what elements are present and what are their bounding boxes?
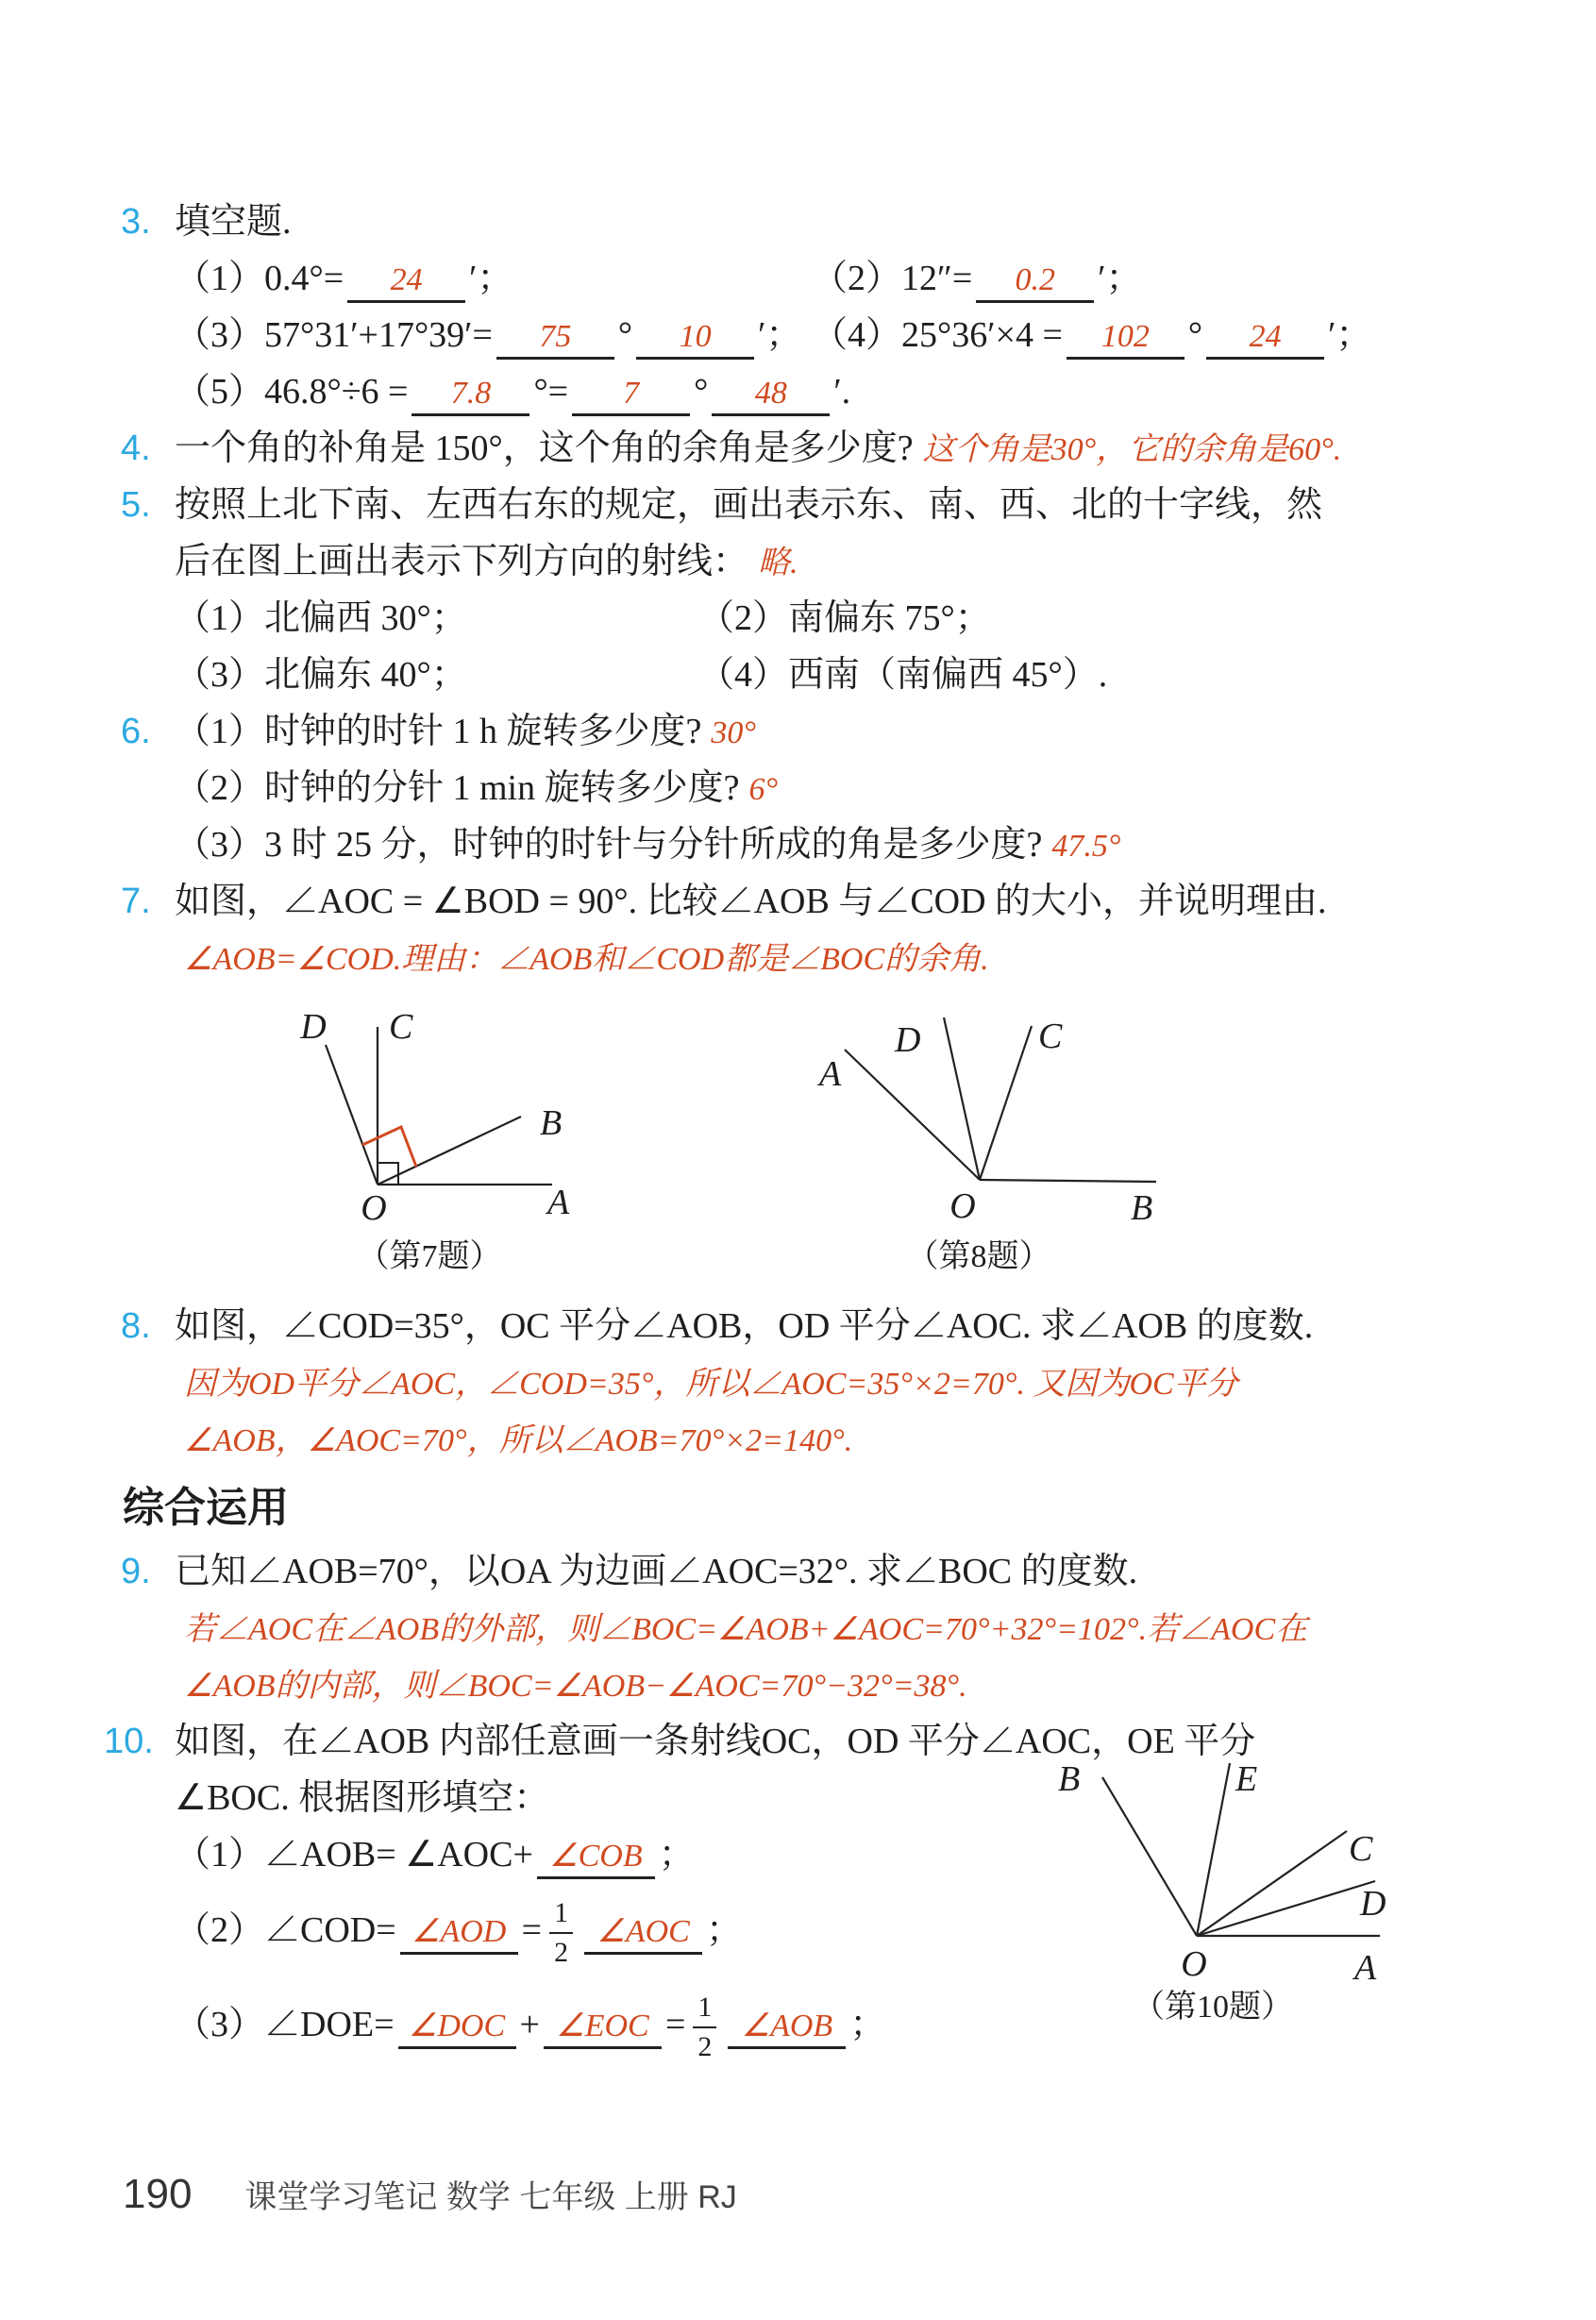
ray-OA (845, 1050, 980, 1180)
handwritten-answer: 因为OD平分∠AOC，∠COD=35°，所以∠AOC=35°×2=70°. 又因为OC平分 (184, 1367, 1238, 1402)
handwritten-answer: 若∠AOC在∠AOB的外部，则∠BOC=∠AOB+∠AOC=70°+32°=102°.若∠AOC在 (184, 1612, 1308, 1647)
fill-in-blank (1067, 315, 1184, 360)
question-number: 10. (104, 1722, 154, 1761)
question-number: 4. (121, 429, 151, 468)
handwritten-answer: 略. (758, 546, 798, 580)
content-line (0, 420, 1596, 477)
content-line (0, 193, 1596, 250)
fill-in-blank (398, 2005, 516, 2049)
vertex-label-C: C (389, 1007, 413, 1047)
footer-text: 课堂学习笔记 数学 七年级 上册 RJ (244, 2179, 737, 2215)
text-run: （3）∠DOE= (175, 2005, 395, 2044)
handwritten-answer: ∠AOB，∠AOC=70°，所以∠AOB=70°×2=140°. (184, 1423, 853, 1458)
ray-OD (326, 1045, 378, 1185)
line-text (175, 477, 1322, 533)
line-text (175, 590, 467, 647)
text-run: 后在图上画出表示下列方向的射线： (175, 542, 749, 581)
line-text (175, 1656, 967, 1715)
vertex-label-O: O (1181, 1944, 1207, 1984)
figure-q10 (1024, 1741, 1439, 2028)
text-run: = (521, 1910, 543, 1950)
ray-OD (1197, 1881, 1375, 1936)
text-run: ′； (1328, 315, 1372, 355)
vertex-label-B: B (1058, 1759, 1081, 1799)
content-line (0, 1600, 1596, 1656)
right-angle-mark-AOC (378, 1163, 398, 1185)
handwritten-answer: ∠AOB (741, 2009, 833, 2043)
handwritten-answer: 6° (748, 772, 779, 807)
handwritten-answer: ∠AOB=∠COD.理由：∠AOB和∠COD都是∠BOC的余角. (184, 942, 989, 977)
fill-in-blank (537, 1835, 655, 1879)
line-text (175, 1883, 742, 1977)
ray-OE (1197, 1763, 1230, 1936)
text-run: （5）46.8°÷6 = (175, 372, 409, 412)
fill-in-blank (1206, 315, 1324, 360)
question-number: 5. (121, 485, 151, 525)
fill-in-blank (728, 2005, 846, 2049)
text-run: ° (1187, 315, 1203, 355)
vertex-label-C: C (1349, 1829, 1373, 1869)
ray-OD (944, 1017, 980, 1180)
line-text (175, 703, 756, 762)
handwritten-answer: 0.2 (1015, 262, 1056, 297)
figure-q10-drawing (1024, 1741, 1439, 1987)
vertex-label-A: A (547, 1183, 570, 1222)
text-run: 按照上北下南、左西右东的规定，画出表示东、南、西、北的十字线，然 (175, 485, 1323, 525)
vertex-label-A: A (819, 1054, 842, 1094)
line-text (175, 1600, 1307, 1658)
fill-in-blank (712, 372, 830, 416)
text-run: 已知∠AOB=70°，以OA 为边画∠AOC=32°. 求∠BOC 的度数. (175, 1552, 1138, 1591)
figure-q8-caption: （第8题） (906, 1239, 1051, 1274)
line-text (175, 1354, 1238, 1413)
handwritten-answer: 这个角是30°，它的余角是60°. (922, 432, 1342, 467)
line-text (175, 647, 467, 703)
line-text (175, 1411, 852, 1470)
line-text-col2 (812, 250, 1142, 307)
line-text (175, 1977, 885, 2072)
handwritten-answer: 30° (711, 715, 756, 750)
content-line (0, 1543, 1596, 1600)
question-number: 7. (121, 882, 151, 921)
text-run: （1）∠AOB= ∠AOC+ (175, 1835, 533, 1874)
handwritten-answer: 24 (390, 262, 423, 297)
figure-q7-caption: （第7题） (357, 1239, 502, 1274)
fill-in-blank (544, 2005, 662, 2049)
fill-in-blank (572, 372, 690, 416)
vertex-label-O: O (361, 1188, 387, 1228)
fill-in-blank (584, 1910, 702, 1955)
vertex-label-A: A (1354, 1948, 1377, 1987)
fraction-numerator: 1 (693, 1993, 716, 2028)
fill-in-blank (347, 259, 465, 303)
line-text (175, 1298, 1313, 1354)
line-text (175, 363, 850, 420)
content-line (0, 873, 1596, 930)
text-run: 填空题. (175, 202, 292, 242)
page-number: 190 (123, 2171, 193, 2217)
content-line (0, 647, 1596, 703)
text-run: 综合运用 (123, 1485, 289, 1531)
ray-OB (1102, 1777, 1197, 1936)
content-line (0, 1656, 1596, 1713)
vertex-label-C: C (1038, 1017, 1063, 1056)
text-run: （3）3 时 25 分，时钟的时针与分针所成的角是多少度? (175, 825, 1043, 865)
vertex-label-B: B (1131, 1188, 1153, 1228)
line-text (175, 1543, 1137, 1600)
text-run: （1）0.4°= (175, 259, 344, 298)
handwritten-answer: 7 (623, 376, 640, 411)
handwritten-answer: ∠EOC (556, 2009, 649, 2043)
text-run: （2）12″= (812, 259, 973, 298)
fraction (549, 1899, 573, 1967)
text-run: （3）57°31′+17°39′= (175, 315, 493, 355)
text-run: ′. (833, 372, 851, 412)
line-text (175, 193, 292, 250)
content-line (0, 1411, 1596, 1468)
figure-q10-caption: （第10题） (1133, 1990, 1293, 2025)
text-run: 如图，在∠AOB 内部任意画一条射线OC，OD 平分∠AOC，OE 平分 (175, 1722, 1256, 1761)
handwritten-answer: ∠DOC (408, 2009, 506, 2043)
figures-row (0, 986, 1596, 1298)
content-line (0, 307, 1596, 363)
text-run: ′； (469, 259, 513, 298)
fill-in-blank (400, 1910, 518, 1955)
handwritten-answer: 10 (679, 319, 712, 354)
text-run: （2）时钟的分针 1 min 旋转多少度? (175, 768, 740, 808)
text-run: ′； (758, 315, 802, 355)
right-angle-mark-BOD-handwritten (362, 1127, 416, 1167)
vertex-label-O: O (949, 1186, 976, 1226)
fraction-denominator: 2 (697, 2031, 713, 2063)
question-number: 3. (121, 202, 151, 242)
text-run: ； (706, 1910, 743, 1950)
question-number: 6. (121, 712, 151, 751)
fraction-numerator: 1 (549, 1899, 573, 1934)
text-run: 如图，∠COD=35°，OC 平分∠AOB，OD 平分∠AOC. 求∠AOB 的度数. (175, 1306, 1314, 1346)
ray-OB (980, 1180, 1156, 1182)
vertex-label-E: E (1235, 1759, 1258, 1799)
text-run: （1）北偏西 30°； (175, 598, 467, 638)
fill-in-blank (496, 315, 614, 360)
line-text (175, 873, 1327, 930)
vertex-label-D: D (300, 1007, 327, 1047)
handwritten-answer: 7.8 (450, 376, 492, 411)
fill-in-blank (636, 315, 754, 360)
handwritten-answer: 48 (754, 376, 787, 411)
text-run: ° (617, 315, 633, 355)
line-text-col2 (698, 647, 1107, 703)
line-text (175, 760, 778, 818)
text-run: = (664, 2005, 686, 2044)
line-text (175, 420, 1341, 479)
figure-q7 (189, 991, 595, 1278)
content-line (0, 363, 1596, 420)
content-line (0, 760, 1596, 816)
line-text (175, 816, 1120, 875)
line-text-col2 (812, 307, 1371, 363)
line-text (175, 930, 989, 988)
content-line (0, 477, 1596, 533)
line-text (175, 250, 512, 307)
content-line (0, 533, 1596, 590)
handwritten-answer: ∠COB (549, 1839, 643, 1874)
handwritten-answer: ∠AOD (411, 1914, 507, 1949)
figure-q8 (793, 991, 1246, 1278)
line-text (175, 1770, 549, 1826)
handwritten-answer: 75 (539, 319, 572, 354)
question-number: 9. (121, 1552, 151, 1591)
fill-in-blank (412, 372, 529, 416)
content-line (0, 250, 1596, 307)
text-run: （2）∠COD= (175, 1910, 396, 1950)
question-number: 8. (121, 1306, 151, 1346)
content-lines-part1 (0, 0, 1596, 986)
text-run: 一个角的补角是 150°，这个角的余角是多少度? (175, 429, 914, 468)
text-run: （3）北偏东 40°； (175, 655, 467, 695)
handwritten-answer: ∠AOC (596, 1914, 690, 1949)
line-text (123, 1468, 289, 1549)
text-run: °= (533, 372, 569, 412)
text-run: ； (849, 2005, 886, 2044)
handwritten-answer: ∠AOB的内部，则∠BOC=∠AOB−∠AOC=70°−32°=38°. (184, 1669, 967, 1704)
content-line (0, 1354, 1596, 1411)
line-text (175, 307, 801, 363)
text-run: （4）西南（南偏西 45°）. (698, 655, 1108, 695)
content-line (0, 816, 1596, 873)
text-run: ； (658, 1835, 695, 1874)
figure-q7-drawing (189, 991, 595, 1236)
handwritten-answer: 47.5° (1051, 829, 1121, 864)
text-run: （2）南偏东 75°； (698, 598, 991, 638)
page-footer (123, 2171, 737, 2218)
ray-OC (1197, 1831, 1347, 1936)
line-text-col2 (698, 590, 991, 647)
text-run: ° (694, 372, 709, 412)
content-line (0, 1298, 1596, 1354)
content-line (0, 703, 1596, 760)
text-run: ′； (1098, 259, 1142, 298)
text-run: （4）25°36′×4 = (812, 315, 1063, 355)
vertex-label-B: B (540, 1103, 563, 1143)
fraction (693, 1993, 716, 2061)
text-run: + (519, 2005, 540, 2044)
content-line (0, 1468, 1596, 1543)
fraction-denominator: 2 (554, 1937, 569, 1969)
ray-OC (980, 1026, 1032, 1180)
vertex-label-D: D (895, 1020, 921, 1060)
fill-in-blank (976, 259, 1094, 303)
handwritten-answer: 24 (1249, 319, 1282, 354)
handwritten-answer: 102 (1100, 319, 1150, 354)
content-line (0, 930, 1596, 986)
text-run: （1）时钟的时针 1 h 旋转多少度? (175, 712, 702, 751)
text-run: 如图，∠AOC = ∠BOD = 90°. 比较∠AOB 与∠COD 的大小，并说明理由. (175, 882, 1327, 921)
line-text (175, 1826, 695, 1883)
text-run: ∠BOC. 根据图形填空： (175, 1778, 550, 1818)
line-text (175, 533, 798, 592)
figure-q8-drawing (793, 991, 1246, 1236)
content-line (0, 590, 1596, 647)
vertex-label-D: D (1360, 1884, 1386, 1924)
